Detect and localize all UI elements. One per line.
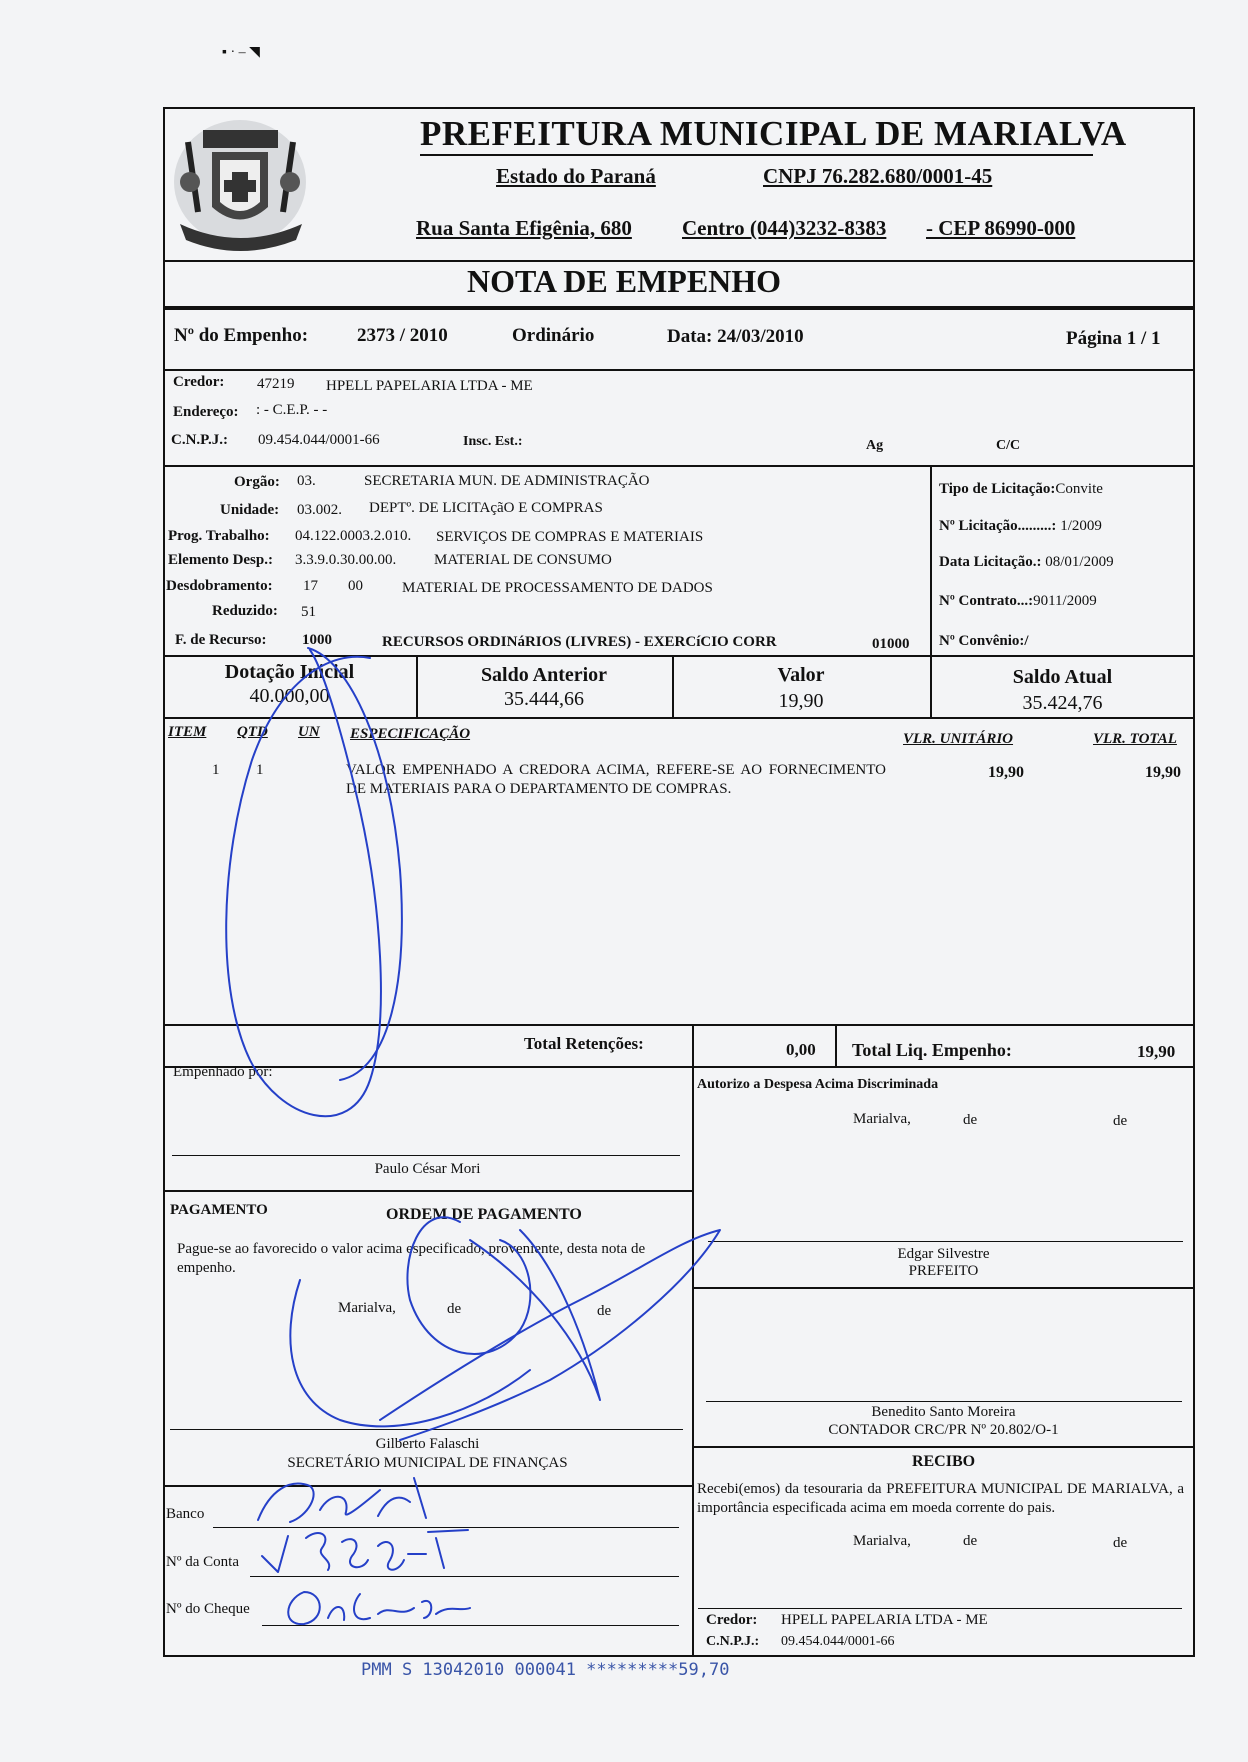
col-qtd: QTD [237, 724, 268, 740]
insc-est-label: Insc. Est.: [463, 434, 523, 449]
handwritten-conta [258, 1520, 478, 1578]
prog-label: Prog. Trabalho: [168, 528, 270, 544]
cnpj-label: C.N.P.J.: [171, 432, 228, 448]
recibo-de2: de [1113, 1535, 1128, 1551]
municipality-title: PREFEITURA MUNICIPAL DE MARIALVA [420, 114, 1127, 153]
cc-label: C/C [996, 438, 1021, 453]
autorizo-de2: de [1113, 1113, 1128, 1129]
empenho-type: Ordinário [512, 325, 595, 346]
elemento-desc: MATERIAL DE CONSUMO [434, 552, 612, 568]
prog-code: 04.122.0003.2.010. [295, 528, 412, 544]
credor-name: HPELL PAPELARIA LTDA - ME [326, 378, 533, 394]
recibo-city: Marialva, [853, 1533, 911, 1549]
ag-label: Ag [866, 438, 884, 453]
cnpj-value: 09.454.044/0001-66 [258, 432, 380, 448]
recurso-num: 01000 [872, 636, 910, 652]
contador-name: Benedito Santo Moreira [871, 1404, 1016, 1420]
scan-marks: ▪ · ‒ ◥ [222, 45, 260, 60]
financas-signer-name: Gilberto Falaschi [375, 1436, 480, 1452]
pagamento-de1: de [447, 1301, 462, 1317]
autorizo-de1: de [963, 1112, 978, 1128]
col-item: ITEM [168, 724, 207, 740]
prog-desc: SERVIÇOS DE COMPRAS E MATERIAIS [436, 529, 704, 545]
empenhado-label: Empenhado por: [173, 1064, 273, 1080]
item-unit: 19,90 [988, 764, 1024, 781]
valor-label: Valor [777, 664, 825, 686]
elemento-code: 3.3.9.0.30.00.00. [295, 552, 397, 568]
address: Rua Santa Efigênia, 680 [416, 216, 632, 240]
pagamento-city: Marialva, [338, 1300, 396, 1316]
retencoes-value: 0,00 [786, 1040, 816, 1059]
banco-label: Banco [166, 1506, 205, 1522]
cep-header: - CEP 86990-000 [926, 216, 1076, 240]
total-liq-value: 19,90 [1137, 1042, 1176, 1061]
conta-label: Nº da Conta [166, 1554, 239, 1570]
licitacao-convenio: Nº Convênio:/ [939, 633, 1029, 649]
col-unit: VLR. UNITÁRIO [903, 731, 1014, 747]
contador-role: CONTADOR CRC/PR Nº 20.802/O-1 [828, 1422, 1059, 1438]
pagamento-label: PAGAMENTO [170, 1202, 268, 1218]
saldo-anterior-value: 35.444,66 [504, 688, 584, 710]
recibo-credor-label: Credor: [706, 1612, 758, 1628]
dotacao-label: Dotação Inicial [224, 661, 355, 683]
desdobramento-label: Desdobramento: [166, 578, 273, 594]
recibo-de1: de [963, 1533, 978, 1549]
recibo-credor-value: HPELL PAPELARIA LTDA - ME [781, 1612, 988, 1628]
credor-label: Credor: [173, 374, 225, 390]
item-number: 1 [212, 762, 220, 778]
item-qtd: 1 [256, 762, 264, 778]
reduzido-value: 51 [301, 604, 316, 620]
licitacao-data: Data Licitação.: 08/01/2009 [939, 554, 1114, 570]
desdobramento-desc: MATERIAL DE PROCESSAMENTO DE DADOS [402, 580, 713, 596]
handwritten-cheque [274, 1578, 474, 1632]
total-liq-label: Total Liq. Empenho: [852, 1040, 1012, 1060]
pagamento-text: Pague-se ao favorecido o valor acima especificado, proveniente, desta nota de empenho. [177, 1241, 646, 1276]
saldo-anterior-label: Saldo Anterior [480, 664, 608, 686]
unidade-code: 03.002. [297, 502, 342, 518]
document-title: NOTA DE EMPENHO [466, 263, 782, 299]
cheque-label: Nº do Cheque [166, 1601, 250, 1617]
saldo-atual-value: 35.424,76 [1022, 692, 1103, 714]
orgao-code: 03. [297, 473, 316, 489]
valor-value: 19,90 [778, 690, 824, 712]
desdobramento-code: 17 [303, 578, 318, 594]
empenho-label: Nº do Empenho: [174, 325, 309, 346]
cnpj-header: CNPJ 76.282.680/0001-45 [763, 164, 993, 188]
saldo-atual-label: Saldo Atual [1012, 666, 1113, 688]
orgao-desc: SECRETARIA MUN. DE ADMINISTRAÇÃO [364, 473, 650, 489]
pagamento-de2: de [597, 1303, 612, 1319]
prefeito-name: Edgar Silvestre [897, 1246, 990, 1262]
item-total: 19,90 [1145, 764, 1181, 781]
empenho-number: 2373 / 2010 [357, 325, 448, 346]
recurso-label: F. de Recurso: [175, 632, 267, 648]
licitacao-numero: Nº Licitação.........: 1/2009 [939, 518, 1102, 534]
payment-stamp: PMM S 13042010 000041 *********59,70 [361, 1660, 730, 1680]
recibo-cnpj-label: C.N.P.J.: [706, 1634, 760, 1649]
empenho-date: Data: 24/03/2010 [667, 326, 804, 347]
credor-code: 47219 [257, 376, 295, 392]
reduzido-label: Reduzido: [212, 603, 278, 619]
unidade-desc: DEPTº. DE LICITAçãO E COMPRAS [369, 500, 603, 516]
retencoes-label: Total Retenções: [524, 1034, 644, 1053]
unidade-label: Unidade: [220, 502, 280, 518]
recurso-desc: RECURSOS ORDINáRIOS (LIVRES) - EXERCíCIO CORR [382, 634, 777, 650]
recibo-text: Recebi(emos) da tesouraria da PREFEITURA MUNICIPAL DE MARIALVA, a importância especificada acima em moeda corrente do pais. [697, 1481, 1184, 1516]
handwritten-signature [220, 640, 740, 1500]
financas-signer-role: SECRETÁRIO MUNICIPAL DE FINANÇAS [287, 1455, 568, 1471]
autorizo-city: Marialva, [853, 1111, 911, 1127]
dotacao-value: 40.000,00 [249, 685, 330, 707]
elemento-label: Elemento Desp.: [168, 552, 273, 568]
prefeito-role: PREFEITO [908, 1263, 979, 1279]
col-un: UN [298, 724, 320, 740]
licitacao-contrato: Nº Contrato...:9011/2009 [939, 593, 1097, 609]
desdobramento-sub: 00 [348, 578, 363, 594]
empenhado-name: Paulo César Mori [374, 1161, 481, 1177]
orgao-label: Orgão: [234, 474, 280, 490]
page-number: Página 1 / 1 [1066, 328, 1161, 349]
recurso-code: 1000 [302, 632, 332, 648]
state-name: Estado do Paraná [496, 164, 656, 188]
ordem-pagamento-title: ORDEM DE PAGAMENTO [386, 1206, 582, 1223]
col-total: VLR. TOTAL [1093, 731, 1177, 747]
address-label: Endereço: [173, 404, 239, 420]
coat-of-arms-logo [168, 112, 313, 252]
autorizo-label: Autorizo a Despesa Acima Discriminada [697, 1077, 939, 1092]
recibo-title: RECIBO [911, 1453, 976, 1470]
licitacao-tipo: Tipo de Licitação:Convite [939, 481, 1103, 497]
district-phone: Centro (044)3232-8383 [682, 216, 887, 240]
item-spec: VALOR EMPENHADO A CREDORA ACIMA, REFERE-SE AO FORNECIMENTO DE MATERIAIS PARA O DEPARTAMENTO DE COMPRAS. [346, 762, 886, 797]
address-value: : - C.E.P. - - [256, 402, 328, 418]
recibo-cnpj-value: 09.454.044/0001-66 [781, 1634, 895, 1649]
col-spec: ESPECIFICAÇÃO [350, 726, 471, 742]
